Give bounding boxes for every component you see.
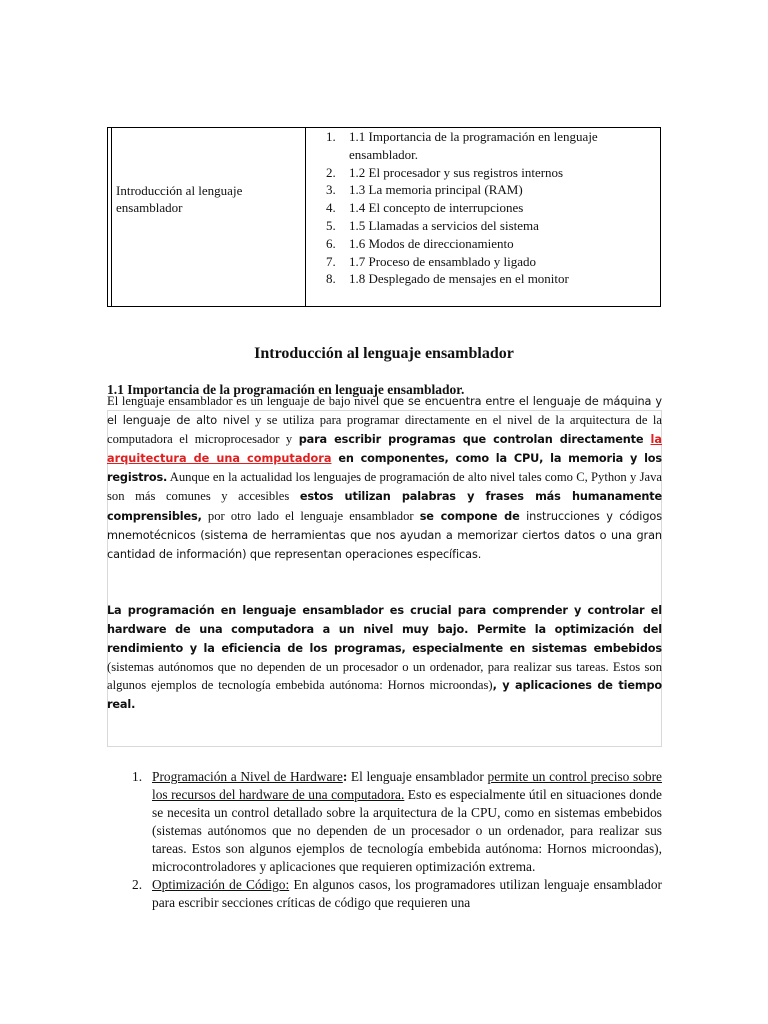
list-item: 1. Programación a Nivel de Hardware: El lenguaje ensamblador permite un control preciso sobre los recursos del hardware de una computadora. Esto es especialmente útil en situaciones donde se necesita un control detallado sobre la arquitectura de la CPU, como en sistemas embebidos (sistemas autónomos que no dependen de un procesador o un ordenador, para realizar sus tareas. Estos son algunos ejemplos de tecnología embebida autónoma: Hornos microondas), microcontroladores y aplicaciones que requieren optimización extrema. — [132, 769, 662, 874]
toc-item: 4. 1.4 El concepto de interrupciones — [326, 200, 524, 216]
list-item: 2. Optimización de Código: En algunos casos, los programadores utilizan lenguaje ensamblador para escribir secciones críticas de código que requieren una — [132, 877, 662, 910]
toc-item: 5. 1.5 Llamadas a servicios del sistema — [326, 217, 539, 233]
toc-item: 6. 1.6 Modos de direccionamiento — [326, 235, 514, 251]
toc-item: 3. 1.3 La memoria principal (RAM) — [326, 182, 523, 198]
toc-topic-cell — [111, 128, 306, 306]
toc-item: 1. 1.1 Importancia de la programación en lenguaje ensamblador. — [326, 129, 598, 162]
toc-item: 7. 1.7 Proceso de ensamblado y ligado — [326, 253, 537, 269]
toc-table — [107, 127, 661, 307]
paragraph-intro: El lenguaje ensamblador es un lenguaje de bajo nivel que se encuentra entre el lenguaje de máquina y el lenguaje de alto nivel y se utiliza para programar directamente en el nivel de la arquitectura de la computadora el microprocesador y para escribir programas que controlan directamente la arquitectura de una computadora en componentes, como la CPU, la memoria y los registros. Aunque en la actualidad los lenguajes de programación de alto nivel tales como C, Python y Java son más comunes y accesibles estos utilizan palabras y frases más humanamente comprensibles, por otro lado el lenguaje ensamblador se compone de instrucciones y códigos mnemotécnicos (sistema de herramientas que nos ayudan a memorizar ciertos datos o una gran cantidad de información) que representan operaciones específicas. — [107, 394, 663, 561]
toc-item: 2. 1.2 El procesador y sus registros internos — [326, 164, 564, 180]
toc-topic: Introducción al lenguaje ensamblador — [116, 183, 243, 215]
page-title: Introducción al lenguaje ensamblador — [254, 345, 514, 362]
numbered-list — [132, 768, 662, 912]
toc-item: 8. 1.8 Desplegado de mensajes en el monitor — [326, 271, 569, 287]
section-heading: 1.1 Importancia de la programación en lenguaje ensamblador. — [107, 382, 465, 397]
architecture-link[interactable]: la arquitectura de una computadora — [107, 433, 662, 466]
toc-list — [326, 128, 646, 288]
paragraph-importance: La programación en lenguaje ensamblador es crucial para comprender y controlar el hardware de una computadora a un nivel muy bajo. Permite la optimización del rendimiento y la eficiencia de los programas, especialmente en sistemas embebidos (sistemas autónomos que no dependen de un procesador o un ordenador, para realizar sus tareas. Estos son algunos ejemplos de tecnología embebida autónoma: Hornos microondas), y aplicaciones de tiempo real. — [107, 604, 663, 712]
